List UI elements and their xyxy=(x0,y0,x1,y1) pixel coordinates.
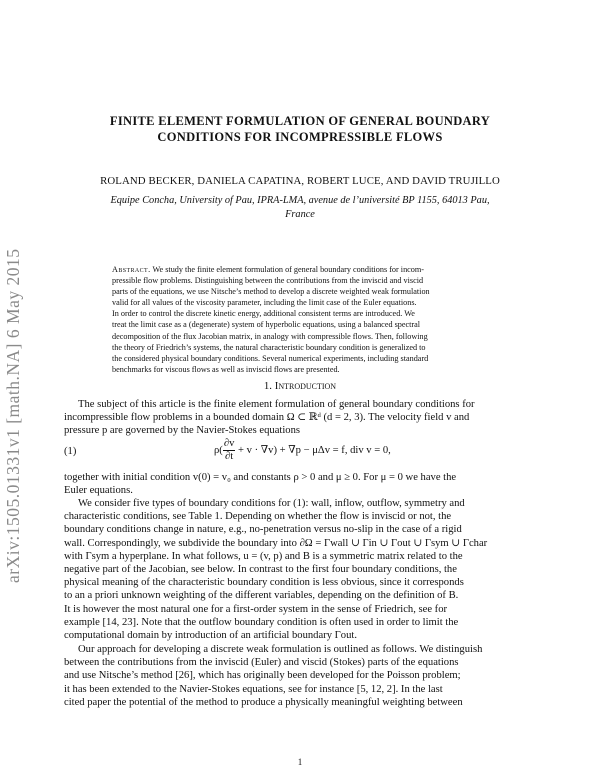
affiliation-line: Equipe Concha, University of Pau, IPRA-LMA, avenue de l’université BP 1155, 64013 Pau, xyxy=(110,195,490,206)
text-line: It is however the most natural one for a first-order system in the sense of Friedrich, see for xyxy=(64,603,448,615)
abstract-line: valid for all values of the viscosity parameter, including the limit case of the Euler equations. xyxy=(112,298,417,308)
text-line: computational domain by introduction of an artificial boundary Γout. xyxy=(64,630,357,642)
section-heading xyxy=(60,380,540,392)
text-line: cited paper the potential of the method to produce a physically meaningful weighting between xyxy=(64,696,463,708)
text-line: incompressible flow problems in a bounded domain Ω ⊂ ℝᵈ (d = 2, 3). The velocity field v and xyxy=(64,412,470,424)
abstract-line: Abstract. We study the finite element formulation of general boundary conditions for incom- xyxy=(112,265,424,274)
text-line: it has been extended to the Navier-Stokes equations, see for instance [5, 12, 2]. In the last xyxy=(64,683,443,695)
text-line: pressure p are governed by the Navier-Stokes equations xyxy=(64,425,301,437)
partial-derivative: $\frac{\partial v}{\partial t}$ xyxy=(223,438,235,462)
text-line: example [14, 23]. Note that the outflow boundary condition is often used in order to limit the xyxy=(64,616,459,628)
after-equation-paragraph xyxy=(64,471,538,497)
approach-paragraph xyxy=(64,643,538,709)
text-line: with Γsym a hyperplane. In what follows, u = (v, p) and B is a symmetric matrix related to the xyxy=(64,550,463,562)
abstract-line: pressible flow problems. Distinguishing between the contributions from the inviscid and viscid xyxy=(112,276,424,286)
title-line: FINITE ELEMENT FORMULATION OF GENERAL BOUNDARY xyxy=(109,114,491,128)
abstract-line: benchmarks for viscous flows as well as inviscid flows are presented. xyxy=(112,364,340,374)
abstract-line: the theory of Friedrich’s systems, the natural characteristic boundary condition is generalized to xyxy=(112,342,426,352)
abstract-line: decomposition of the flux Jacobian matrix, in analogy with compressible flows. Then, following xyxy=(112,331,428,341)
section-number: 1. xyxy=(263,380,273,392)
arxiv-identifier: arXiv:1505.01331v1 [math.NA] 6 May 2015 xyxy=(3,248,23,583)
equation-1 xyxy=(64,438,538,468)
text-line: between the contributions from the inviscid (Euler) and viscid (Stokes) parts of the equations xyxy=(64,657,459,669)
text-line: negative part of the Jacobian, see below. In contrast to the first four boundary conditions, the xyxy=(64,564,457,576)
text-line: Our approach for developing a discrete weak formulation is outlined as follows. We distinguish xyxy=(78,644,483,655)
equation-number: (1) xyxy=(64,446,77,457)
text-line: together with initial condition v(0) = v₀ and constants ρ > 0 and μ ≥ 0. For μ = 0 we have the xyxy=(64,472,457,483)
text-line: to an a priori unknown weighting of the different variables, depending on the definition of B. xyxy=(64,590,459,602)
boundary-conditions-paragraph xyxy=(64,497,538,642)
abstract-line: In order to control the discrete kinetic energy, additional consistent terms are introduced. We xyxy=(112,309,415,319)
abstract-line: parts of the equations, we use Nitsche’s method to develop a discrete weighted weak formulation xyxy=(112,287,430,297)
authors: ROLAND BECKER, DANIELA CAPATINA, ROBERT LUCE, AND DAVID TRUJILLO xyxy=(100,175,500,187)
text-line: We consider five types of boundary conditions for (1): wall, inflow, outflow, symmetry and xyxy=(78,498,465,509)
text-line: physical meaning of the characteristic boundary condition is less obvious, since it corresponds xyxy=(64,577,464,589)
text-line: and use Nitsche’s method [26], which has originally been developed for the Poisson problem; xyxy=(64,670,461,682)
abstract-label: Abstract. xyxy=(112,265,151,274)
abstract-line: the considered physical boundary conditions. Several numerical experiments, including standard xyxy=(112,353,429,363)
text-line: wall. Correspondingly, we subdivide the boundary into ∂Ω = Γwall ∪ Γin ∪ Γout ∪ Γsym ∪ Γchar xyxy=(64,537,488,549)
title-line: CONDITIONS FOR INCOMPRESSIBLE FLOWS xyxy=(157,130,443,144)
equation-formula: ρ( $\frac{\partial v}{\partial t}$ + v · ∇v) + ∇p − μΔv = f, div v = 0, xyxy=(214,438,391,462)
affiliation xyxy=(75,194,525,221)
intro-paragraph xyxy=(64,398,538,438)
text-line: boundary conditions change in nature, e.g., no-penetration versus no-slip in the case of a rigid xyxy=(64,524,462,536)
text-line: characteristic conditions, see Table 1. Depending on whether the flow is inviscid or not, the xyxy=(64,511,452,523)
abstract xyxy=(112,264,490,375)
text-line: The subject of this article is the finite element formulation of general boundary conditions for xyxy=(78,399,475,410)
abstract-line: treat the limit case as a (degenerate) system of hyperbolic equations, using a balanced spectral xyxy=(112,320,421,330)
affiliation-line: France xyxy=(285,208,315,220)
text-line: Euler equations. xyxy=(64,485,133,497)
paper-title xyxy=(60,113,540,145)
page-number: 1 xyxy=(297,757,303,767)
section-title: Introduction xyxy=(274,380,337,392)
